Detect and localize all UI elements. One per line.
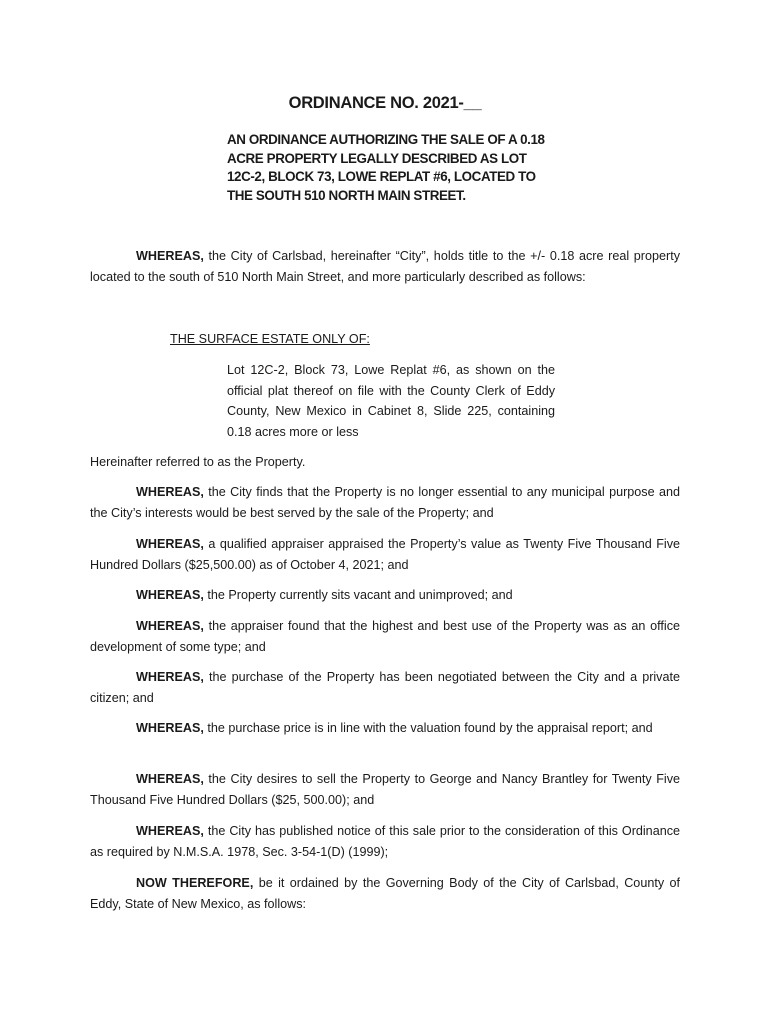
- whereas-clause-5: [90, 667, 680, 709]
- clause-keyword: WHEREAS,: [136, 588, 204, 602]
- surface-estate-heading: THE SURFACE ESTATE ONLY OF:: [170, 332, 370, 346]
- clause-text: be it ordained by the Governing Body of the City of Carlsbad, County of Eddy, State of New Mexico, as follows:: [90, 876, 680, 911]
- clause-keyword: WHEREAS,: [136, 619, 204, 633]
- ordinance-title: ORDINANCE NO. 2021-__: [288, 94, 482, 112]
- whereas-clause-3: [90, 585, 680, 606]
- whereas-clause-4: [90, 616, 680, 658]
- clause-text: the City of Carlsbad, hereinafter “City”, holds title to the +/- 0.18 acre real property located to the south of 510 North Main Street, and more particularly described as follows:: [90, 249, 680, 284]
- clause-text: a qualified appraiser appraised the Property’s value as Twenty Five Thousand Five Hundred Dollars ($25,500.00) as of October 4, 2021; and: [90, 537, 680, 572]
- now-therefore-clause: [90, 873, 680, 915]
- clause-keyword: WHEREAS,: [136, 249, 204, 263]
- clause-keyword: WHEREAS,: [136, 824, 204, 838]
- clause-text: the City has published notice of this sale prior to the consideration of this Ordinance as required by N.M.S.A. 1978, Sec. 3-54-1(D) (1999);: [90, 824, 680, 859]
- clause-text: the purchase of the Property has been negotiated between the City and a private citizen; and: [90, 670, 680, 705]
- whereas-clause-8: [90, 821, 680, 863]
- whereas-clause-7: [90, 769, 680, 811]
- legal-description: Lot 12C-2, Block 73, Lowe Replat #6, as shown on the official plat thereof on file with the County Clerk of Eddy County, New Mexico in Cabinet 8, Slide 225, containing 0.18 acres more or less: [227, 363, 555, 440]
- hereinafter-line: Hereinafter referred to as the Property.: [90, 455, 306, 469]
- clause-keyword: WHEREAS,: [136, 670, 204, 684]
- whereas-clause-2: [90, 534, 680, 576]
- clause-keyword: WHEREAS,: [136, 537, 204, 551]
- ordinance-subtitle: AN ORDINANCE AUTHORIZING THE SALE OF A 0.18 ACRE PROPERTY LEGALLY DESCRIBED AS LOT 12C-2, BLOCK 73, LOWE REPLAT #6, LOCATED TO THE SOUTH 510 NORTH MAIN STREET.: [227, 132, 545, 204]
- clause-keyword: WHEREAS,: [136, 772, 204, 786]
- clause-text: the City desires to sell the Property to George and Nancy Brantley for Twenty Five Thousand Five Hundred Dollars ($25, 500.00); and: [90, 772, 680, 807]
- whereas-clause-1: [90, 482, 680, 524]
- clause-text: the City finds that the Property is no longer essential to any municipal purpose and the City’s interests would be best served by the sale of the Property; and: [90, 485, 680, 520]
- whereas-intro-paragraph: [90, 246, 680, 288]
- clause-text: the appraiser found that the highest and best use of the Property was as an office development of some type; and: [90, 619, 680, 654]
- clause-keyword: NOW THEREFORE,: [136, 876, 254, 890]
- clause-keyword: WHEREAS,: [136, 485, 204, 499]
- clause-text: the purchase price is in line with the valuation found by the appraisal report; and: [203, 721, 653, 735]
- clause-keyword: WHEREAS,: [136, 721, 204, 735]
- whereas-clause-6: [90, 718, 680, 739]
- clause-text: the Property currently sits vacant and unimproved; and: [203, 588, 513, 602]
